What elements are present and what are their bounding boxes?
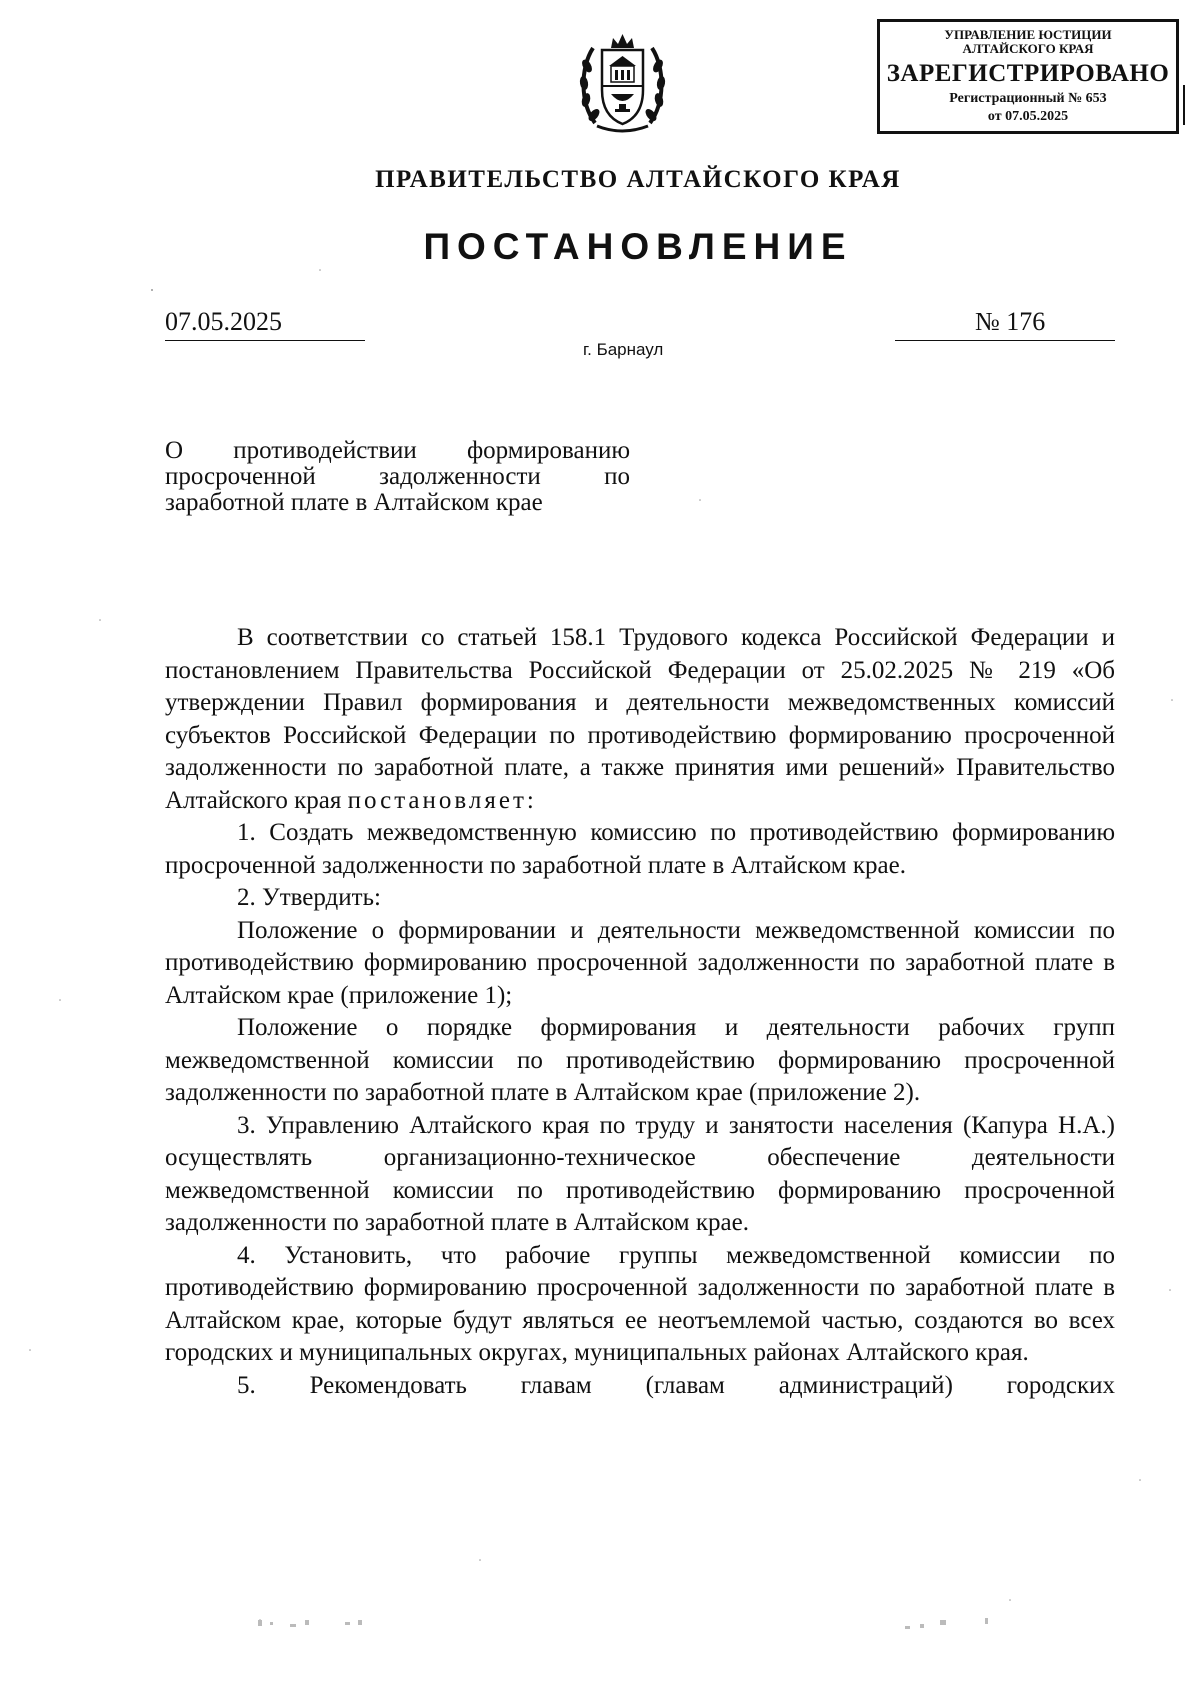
stamp-line1: УПРАВЛЕНИЕ ЮСТИЦИИ: [944, 27, 1112, 42]
document-number: № 176: [895, 308, 1115, 341]
subject-line3: заработной плате в Алтайском крае: [165, 489, 543, 516]
government-title: ПРАВИТЕЛЬСТВО АЛТАЙСКОГО КРАЯ: [375, 166, 901, 193]
body-paragraph-2b: Положение о порядке формирования и деятельности рабочих групп межведомственной комиссии по противодействию формированию просроченной задолженности по заработной плате в Алтайском крае (приложение 2).: [165, 1014, 1115, 1106]
document-date: 07.05.2025: [165, 308, 365, 341]
body-intro-text: В соответствии со статьей 158.1 Трудового кодекса Российской Федерации и постановлением Правительства Российской Федерации от 25.02.2025 № 219 «Об утверждении Правил формирования и деятельности межведомственных комиссий субъектов Российской Федерации по противодействию формированию просроченной задолженности по заработной плате, а также принятия ими решений» Правительство Алтайского края: [165, 624, 1115, 814]
subject-line2: просроченной задолженности по: [165, 463, 630, 490]
body-paragraph-4: 4. Установить, что рабочие группы межведомственной комиссии по противодействию формированию просроченной задолженности по заработной плате в Алтайском крае, которые будут являться ее неотъемлемой частью, создаются во всех городских и муниципальных округах, муниципальных районах Алтайского края.: [165, 1241, 1115, 1366]
document-type-title: ПОСТАНОВЛЕНИЕ: [423, 226, 853, 267]
stamp-line2: АЛТАЙСКОГО КРАЯ: [962, 41, 1094, 56]
body-paragraph-3: 3. Управлению Алтайского края по труду и занятости населения (Капура Н.А.) осуществлять организационно-техническое обеспечение деятельности межведомственной комиссии по противодействию формированию просроченной задолженности по заработной плате в Алтайском крае.: [165, 1111, 1115, 1236]
stamp-status: ЗАРЕГИСТРИРОВАНО: [886, 60, 1170, 87]
coat-of-arms-emblem-icon: [575, 28, 670, 138]
body-paragraph-5: 5. Рекомендовать главам (главам администраций) городских: [237, 1371, 1115, 1399]
document-body: [165, 622, 1115, 1402]
body-paragraph-1: 1. Создать межведомственную комиссию по противодействию формированию просроченной задолженности по заработной плате в Алтайском крае.: [165, 819, 1115, 879]
body-paragraph-2: 2. Утвердить:: [237, 884, 381, 911]
document-subject: [165, 438, 630, 516]
body-paragraph-2a: Положение о формировании и деятельности межведомственной комиссии по противодействию формированию просроченной задолженности по заработной плате в Алтайском крае (приложение 1);: [165, 916, 1115, 1009]
body-intro-paragraph: [165, 622, 1115, 817]
subject-line1: О противодействии формированию: [165, 437, 630, 464]
stamp-reg-date: от 07.05.2025: [987, 109, 1069, 124]
stamp-corner-mark: [1183, 85, 1195, 125]
registration-stamp: [877, 19, 1179, 134]
stamp-reg-number: Регистрационный № 653: [949, 91, 1107, 106]
body-resolves-text: постановляет:: [347, 786, 537, 814]
document-city: г. Барнаул: [583, 340, 664, 359]
